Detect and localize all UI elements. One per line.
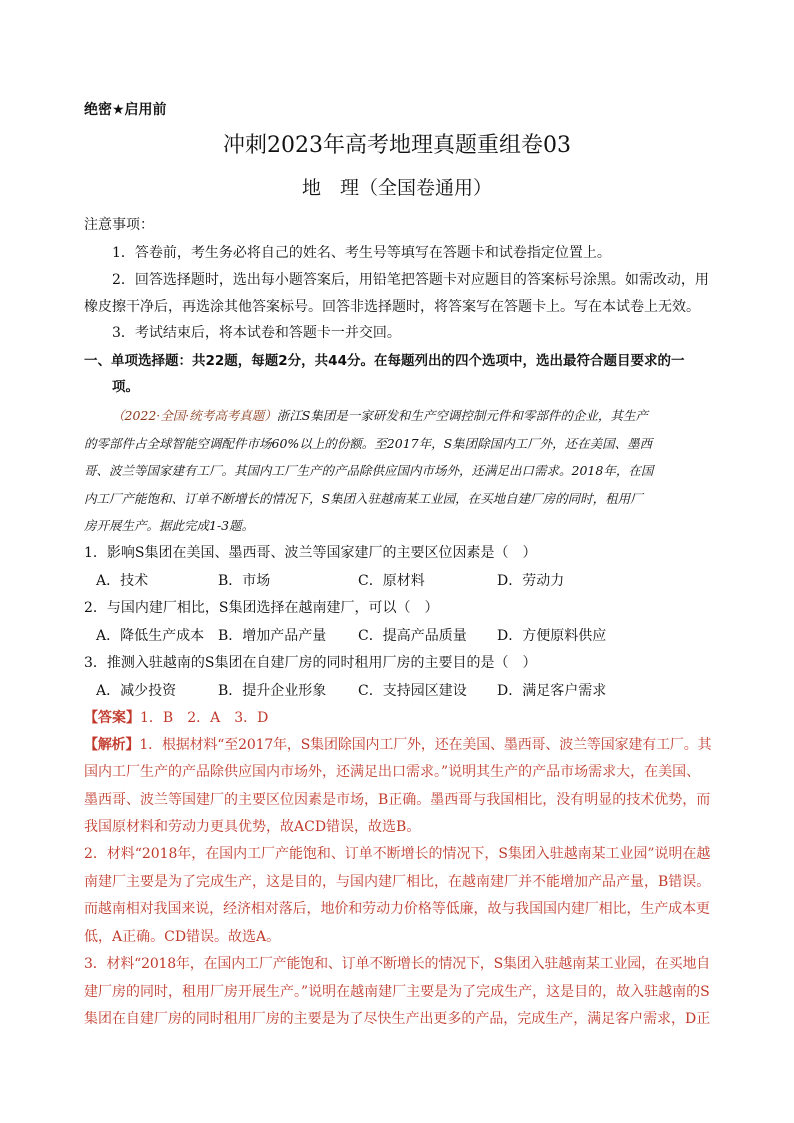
option-b: B．增加产品产量	[218, 628, 327, 644]
analysis-line: 我国原材料和劳动力更具优势，故ACD错误，故选B。	[84, 819, 421, 835]
material-line: 哥、波兰等国家建有工厂。其国内工厂生产的产品除供应国内市场外，还满足出口需求。2018年，在国	[84, 463, 654, 478]
notice-heading: 注意事项：	[84, 217, 154, 233]
notice-item: 1．答卷前，考生务必将自己的姓名、考生号等填写在答题卡和试卷指定位置上。	[112, 245, 611, 261]
analysis-line: 集团在自建厂房的同时租用厂房的主要是为了尽快生产出更多的产品，完成生产，满足客户需求，D正	[84, 1011, 711, 1027]
notice-item: 橡皮擦干净后，再选涂其他答案标号。回答非选择题时，将答案写在答题卡上。写在本试卷上无效。	[84, 299, 700, 315]
analysis-label: 【解析】	[84, 737, 140, 753]
option-d: D．劳动力	[497, 573, 565, 589]
confidential-label: 绝密★启用前	[84, 102, 167, 118]
material-text: 浙江S集团是一家研发和生产空调控制元件和零部件的企业，其生产	[276, 408, 648, 423]
source-tag: （2022·全国·统考高考真题）	[112, 408, 277, 423]
page-title: 冲刺2023年高考地理真题重组卷03	[223, 133, 571, 158]
page-subtitle: 地 理（全国卷通用）	[301, 177, 492, 199]
answer-text: 1．B 2．A 3．D	[140, 710, 269, 726]
notice-item: 3．考试结束后，将本试卷和答题卡一并交回。	[112, 325, 401, 341]
question-stem: 3．推测入驻越南的S集团在自建厂房的同时租用厂房的主要目的是（ ）	[84, 655, 537, 671]
analysis-line: 3．材料“2018年，在国内工厂产能饱和、订单不断增长的情况下，S集团入驻越南某工业园，在买地自	[84, 956, 711, 972]
option-a: A．技术	[96, 573, 149, 589]
question-stem: 2．与国内建厂相比，S集团选择在越南建厂，可以（ ）	[84, 600, 439, 616]
section-heading: 一、单项选择题：共22题，每题2分，共44分。在每题列出的四个选项中，选出最符合题目要求的一	[84, 353, 685, 369]
option-d: D．满足客户需求	[497, 683, 607, 699]
analysis-line: 国内工厂生产的产品除供应国内市场外，还满足出口需求。”说明其生产的产品市场需求大，在美国、	[84, 764, 701, 780]
option-d: D．方便原料供应	[497, 628, 607, 644]
analysis-line	[84, 734, 711, 756]
material-line: 内工厂产能饱和、订单不断增长的情况下，S集团入驻越南某工业园，在买地自建厂房的同时，租用厂	[84, 491, 643, 506]
answer-line	[84, 707, 268, 729]
option-a: A．降低生产成本	[96, 628, 205, 644]
notice-item: 2．回答选择题时，选出每小题答案后，用铅笔把答题卡对应题目的答案标号涂黑。如需改动，用	[112, 272, 709, 288]
option-b: B．提升企业形象	[218, 683, 327, 699]
material-line: 房开展生产。据此完成1-3题。	[84, 518, 255, 533]
answer-label: 【答案】	[84, 710, 140, 726]
analysis-line: 墨西哥、波兰等国建厂的主要区位因素是市场，B正确。墨西哥与我国相比，没有明显的技术优势，而	[84, 792, 711, 808]
option-c: C．提高产品质量	[358, 628, 467, 644]
option-b: B．市场	[218, 573, 271, 589]
option-c: C．原材料	[358, 573, 425, 589]
material-paragraph	[112, 405, 648, 427]
material-line: 的零部件占全球智能空调配件市场60%以上的份额。至2017年，S集团除国内工厂外，还在美国、墨西	[84, 436, 653, 451]
analysis-line: 低，A正确。CD错误。故选A。	[84, 929, 281, 945]
analysis-line: 2．材料“2018年，在国内工厂产能饱和、订单不断增长的情况下，S集团入驻越南某工业园”说明在越	[84, 846, 711, 862]
analysis-line: 南建厂主要是为了完成生产，这是目的，与国内建厂相比，在越南建厂并不能增加产品产量，B错误。	[84, 874, 711, 890]
option-c: C．支持园区建设	[358, 683, 467, 699]
analysis-line: 建厂房的同时，租用厂房开展生产。”说明在越南建厂主要是为了完成生产，这是目的，故入驻越南的S	[84, 984, 710, 1000]
question-stem: 1．影响S集团在美国、墨西哥、波兰等国家建厂的主要区位因素是（ ）	[84, 545, 537, 561]
analysis-line: 而越南相对我国来说，经济相对落后，地价和劳动力价格等低廉，故与我国国内建厂相比，生产成本更	[84, 901, 710, 917]
option-a: A．减少投资	[96, 683, 177, 699]
section-heading-cont: 项。	[112, 379, 139, 395]
analysis-text: 1．根据材料“至2017年，S集团除国内工厂外，还在美国、墨西哥、波兰等国家建有工厂。其	[139, 737, 712, 753]
